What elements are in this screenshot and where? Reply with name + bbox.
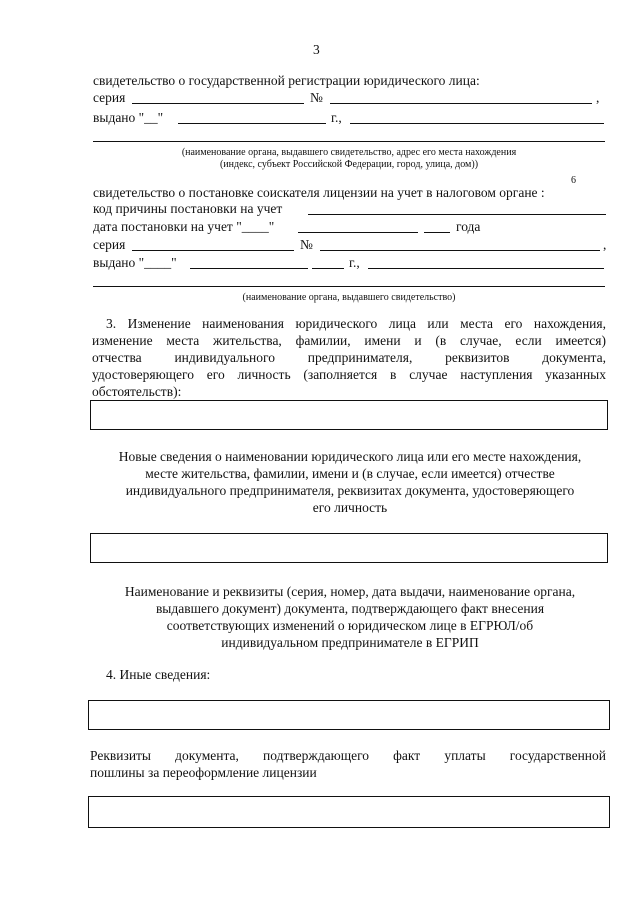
reg-authority-field[interactable] [93,141,605,142]
tax-comma: , [603,237,607,252]
tax-date-year-field[interactable] [424,232,450,233]
reg-number-field[interactable] [330,103,592,104]
reg-comma: , [596,90,600,105]
page-number: 3 [313,42,320,57]
new-info-input-box[interactable] [90,533,608,563]
reg-year-label: г., [331,110,342,125]
tax-number-sign: № [300,237,313,252]
tax-authority-caption: (наименование органа, выдавшего свидетельство) [242,292,456,303]
requisites-line-4: индивидуальном предпринимателе в ЕГРИП [221,635,479,650]
section3-line-3: отчества индивидуального предпринимателя, реквизитов документа, [92,350,606,365]
tax-issued-label: выдано "____" [93,255,177,270]
requisites-line-1: Наименование и реквизиты (серия, номер, дата выдачи, наименование органа, [124,584,576,599]
tax-series-field[interactable] [132,250,294,251]
tax-date-label: дата постановки на учет "____" [93,219,275,234]
fee-input-box[interactable] [88,796,610,828]
reg-series-label: серия [93,90,126,105]
reg-issued-label: выдано "__" [93,110,164,125]
reg-issued-by-field[interactable] [350,123,604,124]
registration-cert-heading: свидетельство о государственной регистрации юридического лица: [93,73,480,88]
fee-line-1: Реквизиты документа, подтверждающего факт уплаты государственной [90,748,606,763]
tax-issued-month-field[interactable] [190,268,308,269]
tax-issued-by-field[interactable] [368,268,604,269]
section3-input-box[interactable] [90,400,608,430]
new-info-line-1: Новые сведения о наименовании юридического лица или его месте нахождения, [118,449,582,464]
tax-date-month-field[interactable] [298,232,418,233]
section3-line-2: изменение места жительства, фамилии, имени и (в случае, если имеется) [92,333,606,348]
section4-heading: 4. Иные сведения: [106,667,211,682]
requisites-line-2: выдавшего документ) документа, подтверждающего факт внесения [155,601,545,616]
section3-line-4: удостоверяющего его личность (заполняется в случае наступления указанных [92,367,606,382]
tax-number-field[interactable] [320,250,600,251]
tax-authority-field[interactable] [93,286,605,287]
tax-cert-heading: свидетельство о постановке соискателя лицензии на учет в налоговом органе : [93,185,545,200]
section3-line-5: обстоятельств): [92,384,182,399]
requisites-line-3: соответствующих изменений о юридическом лице в ЕГРЮЛ/об [166,618,534,633]
tax-year-word: года [456,219,481,234]
footnote-marker: 6 [571,175,576,186]
reg-series-field[interactable] [132,103,304,104]
reg-authority-caption-2: (индекс, субъект Российской Федерации, город, улица, дом)) [219,159,479,170]
tax-series-label: серия [93,237,126,252]
tax-year-label: г., [349,255,360,270]
fee-line-2: пошлины за переоформление лицензии [90,765,317,780]
new-info-line-3: индивидуального предпринимателя, реквизитах документа, удостоверяющего [125,483,575,498]
new-info-line-2: месте жительства, фамилии, имени и (в случае, если имеется) отчестве [145,466,555,481]
tax-kpp-label: код причины постановки на учет [93,201,283,216]
reg-authority-caption-1: (наименование органа, выдавшего свидетельство, адрес его места нахождения [181,147,517,158]
section4-input-box[interactable] [88,700,610,730]
section3-line-1: 3. Изменение наименования юридического лица или места его нахождения, [106,316,606,331]
reg-issued-month-field[interactable] [178,123,326,124]
tax-issued-day-field[interactable] [312,268,344,269]
tax-kpp-field[interactable] [308,214,606,215]
reg-number-sign: № [310,90,323,105]
new-info-line-4: его личность [312,500,388,515]
